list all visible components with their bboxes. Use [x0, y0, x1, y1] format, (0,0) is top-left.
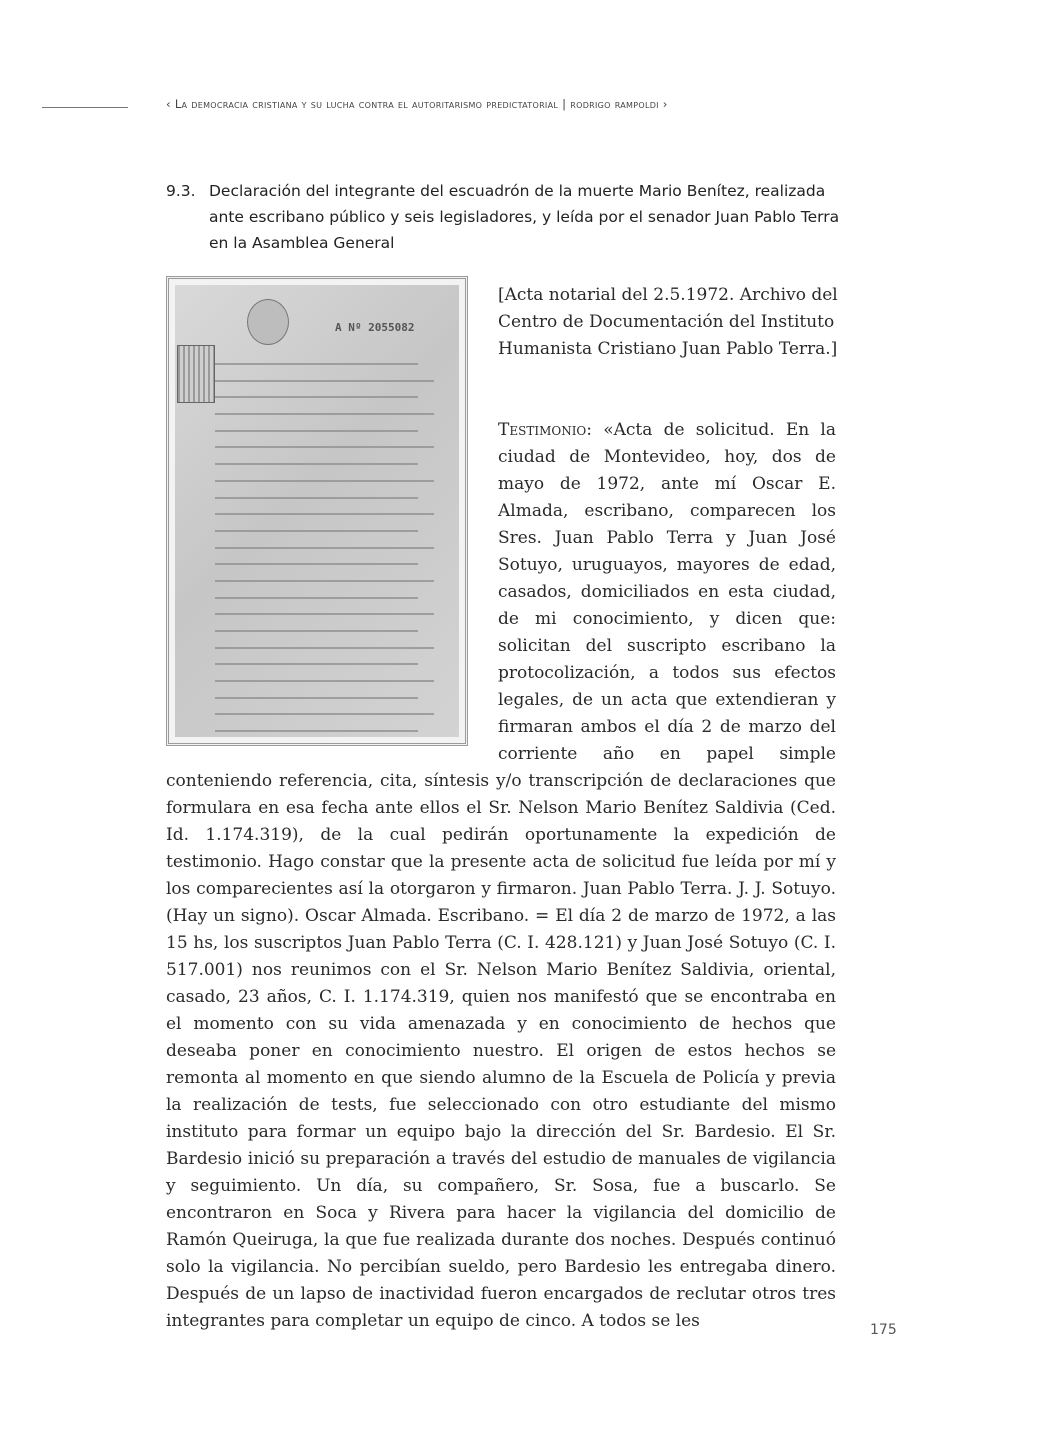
- book-title: ‹ La democracia cristiana y su lucha contra el autoritarismo predictatorial: [166, 97, 559, 111]
- section-heading: [166, 178, 856, 256]
- typed-line: [215, 363, 418, 365]
- page-number: 175: [870, 1322, 897, 1338]
- typed-line: [215, 380, 434, 382]
- header-author: rodrigo rampoldi ›: [570, 97, 668, 111]
- typed-line: [215, 396, 418, 398]
- section-title: Declaración del integrante del escuadrón de la muerte Mario Benítez, realizada ante escribano público y seis legisladores, y leída por el senador Juan Pablo Terra en la Asamblea General: [209, 182, 840, 252]
- body-paragraph: : «Acta de solicitud. En la ciudad de Montevideo, hoy, dos de mayo de 1972, ante mí Oscar E. Almada, escribano, comparecen los Sres. Juan Pablo Terra y Juan José Sotuyo, uruguayos, mayores de edad, casados, domiciliados en esta ciudad, de mi conocimiento, y dicen que: solicitan del suscripto escribano la protocolización, a todos sus efectos legales, de un acta que extendieran y firmaran ambos el día 2 de marzo del corriente año en papel simple conteniendo referencia, cita, síntesis y/o transcripción de declaraciones que formulara en esa fecha ante ellos el Sr. Nelson Mario Benítez Saldivia (Ced. Id. 1.174.319), de la cual pedirán oportunamente la expedición de testimonio. Hago constar que la presente acta de solicitud fue leída por mí y los comparecientes así la otorgaron y firmaron. Juan Pablo Terra. J. J. Sotuyo. (Hay un signo). Oscar Almada. Escribano. = El día 2 de marzo de 1972, a las 15 hs, los suscriptos Juan Pablo Terra (C. I. 428.121) y Juan José Sotuyo (C. I. 517.001) nos reunimos con el Sr. Nelson Mario Benítez Saldivia, oriental, casado, 23 años, C. I. 1.174.319, quien nos manifestó que se encontraba en el momento con su vida amenazada y en conocimiento de hechos que deseaba poner en conocimiento nuestro. El origen de estos hechos se remonta al momento en que siendo alumno de la Escuela de Policía y previa la realización de tests, fue seleccionado con otro estudiante del mismo instituto para formar un equipo bajo la dirección del Sr. Bardesio. El Sr. Bardesio inició su preparación a través del estudio de manuales de vigilancia y seguimiento. Un día, su compañero, Sr. Sosa, fue a buscarlo. Se encontraron en Soca y Rivera para hacer la vigilancia del domicilio de Ramón Queiruga, la que fue realizada durante dos noches. Después continuó solo la vigilancia. No percibían sueldo, pero Bardesio les entregaba dinero. Después de un lapso de inactividad fueron encargados de reclutar otros tres integrantes para completar un equipo de cinco. A todos se les: [166, 420, 836, 1331]
- typed-line: [215, 413, 434, 415]
- header-rule: [42, 107, 128, 108]
- section-number: 9.3.: [166, 182, 196, 200]
- header-separator: |: [562, 97, 567, 111]
- lead-word: Testimonio: [498, 420, 587, 440]
- image-caption: [Acta notarial del 2.5.1972. Archivo del Centro de Documentación del Instituto Humanista Cristiano Juan Pablo Terra.]: [498, 285, 838, 359]
- image-wrap-spacer: [166, 417, 498, 767]
- running-header: [166, 97, 886, 111]
- official-seal-icon: [247, 299, 289, 345]
- body-text: [166, 417, 836, 1335]
- document-serial-number: A Nº 2055082: [335, 321, 415, 334]
- revenue-stamp-icon: [177, 345, 215, 403]
